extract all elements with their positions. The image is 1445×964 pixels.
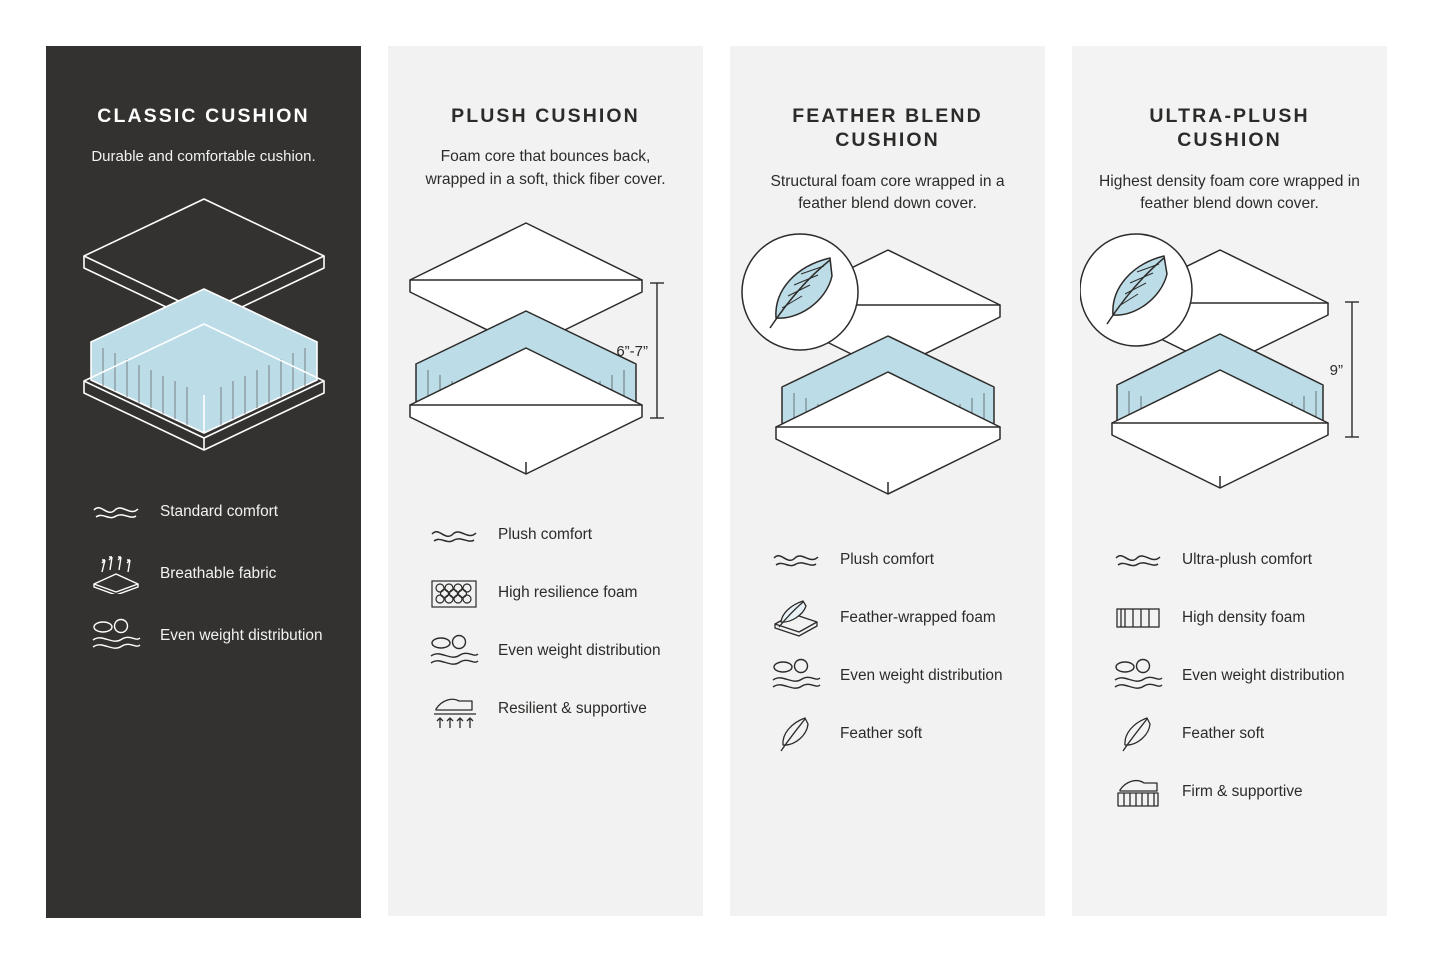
feature-item[interactable] [1110, 656, 1369, 696]
feature-label: Plush comfort [498, 526, 593, 544]
card-feather-blend-cushion[interactable] [730, 46, 1045, 916]
feature-item[interactable] [1110, 714, 1369, 754]
feature-item[interactable] [768, 598, 1027, 638]
feature-item[interactable] [1110, 598, 1369, 638]
card-ultra-plush-cushion[interactable] [1072, 46, 1387, 916]
breathable-fabric-icon [88, 554, 144, 594]
card-description: Highest density foam core wrapped in feather blend down cover. [1099, 172, 1360, 213]
cushion-layers-diagram [388, 208, 703, 498]
feature-item[interactable] [88, 492, 343, 532]
card-description: Structural foam core wrapped in a feather blend down cover. [770, 172, 1005, 213]
feature-list [730, 540, 1045, 754]
feature-label: High resilience foam [498, 584, 638, 602]
feature-label: Breathable fabric [160, 564, 277, 582]
feature-list [1072, 540, 1387, 812]
feature-label: Feather-wrapped foam [840, 608, 996, 626]
cushion-layers-diagram [46, 184, 361, 474]
feature-label: Ultra-plush comfort [1182, 550, 1313, 568]
firm-support-icon [1110, 772, 1166, 812]
feature-label: Resilient & supportive [498, 700, 647, 718]
feature-item[interactable] [88, 616, 343, 656]
feature-label: Even weight distribution [1182, 666, 1345, 684]
feature-item[interactable] [426, 574, 685, 614]
feature-label: High density foam [1182, 608, 1306, 626]
feature-label: Plush comfort [840, 550, 935, 568]
card-classic-cushion[interactable] [46, 46, 361, 918]
feature-list [388, 516, 703, 730]
cushion-layers-diagram [1072, 232, 1387, 522]
feature-item[interactable] [426, 516, 685, 556]
feature-item[interactable] [426, 690, 685, 730]
feature-item[interactable] [1110, 540, 1369, 580]
feature-label: Even weight distribution [160, 626, 323, 644]
feature-item[interactable] [1110, 772, 1369, 812]
feather-badge-icon [742, 234, 858, 350]
even-weight-icon [1110, 656, 1166, 696]
wave-icon [1110, 540, 1166, 580]
wave-icon [88, 492, 144, 532]
honeycomb-foam-icon [426, 574, 482, 614]
card-title: CLASSIC CUSHION [97, 105, 310, 127]
dimension-label: 6”-7” [615, 342, 648, 360]
card-title: FEATHER BLEND CUSHION [792, 105, 983, 152]
high-density-foam-icon [1110, 598, 1166, 638]
card-title: PLUSH CUSHION [451, 105, 640, 127]
feature-item[interactable] [768, 714, 1027, 754]
even-weight-icon [426, 632, 482, 672]
feature-list [46, 492, 361, 656]
feature-label: Even weight distribution [840, 666, 1003, 684]
feature-label: Feather soft [1182, 724, 1265, 742]
feature-item[interactable] [426, 632, 685, 672]
card-title: ULTRA-PLUSH CUSHION [1149, 105, 1310, 152]
card-description: Durable and comfortable cushion. [91, 148, 316, 166]
feature-item[interactable] [88, 554, 343, 594]
even-weight-icon [768, 656, 824, 696]
dimension-label: 9” [1329, 361, 1343, 379]
feather-icon [768, 714, 824, 754]
feather-icon [1110, 714, 1166, 754]
feather-badge-icon [1080, 234, 1192, 346]
feather-wrapped-foam-icon [768, 598, 824, 638]
feature-item[interactable] [768, 540, 1027, 580]
wave-icon [768, 540, 824, 580]
feature-label: Standard comfort [160, 502, 279, 520]
resilient-support-icon [426, 690, 482, 730]
feature-label: Firm & supportive [1182, 782, 1303, 800]
cushion-layers-diagram [730, 232, 1045, 522]
feature-label: Even weight distribution [498, 642, 661, 660]
card-description: Foam core that bounces back, wrapped in a soft, thick fiber cover. [425, 148, 666, 188]
feature-item[interactable] [768, 656, 1027, 696]
card-plush-cushion[interactable] [388, 46, 703, 916]
even-weight-icon [88, 616, 144, 656]
feature-label: Feather soft [840, 724, 923, 742]
wave-icon [426, 516, 482, 556]
